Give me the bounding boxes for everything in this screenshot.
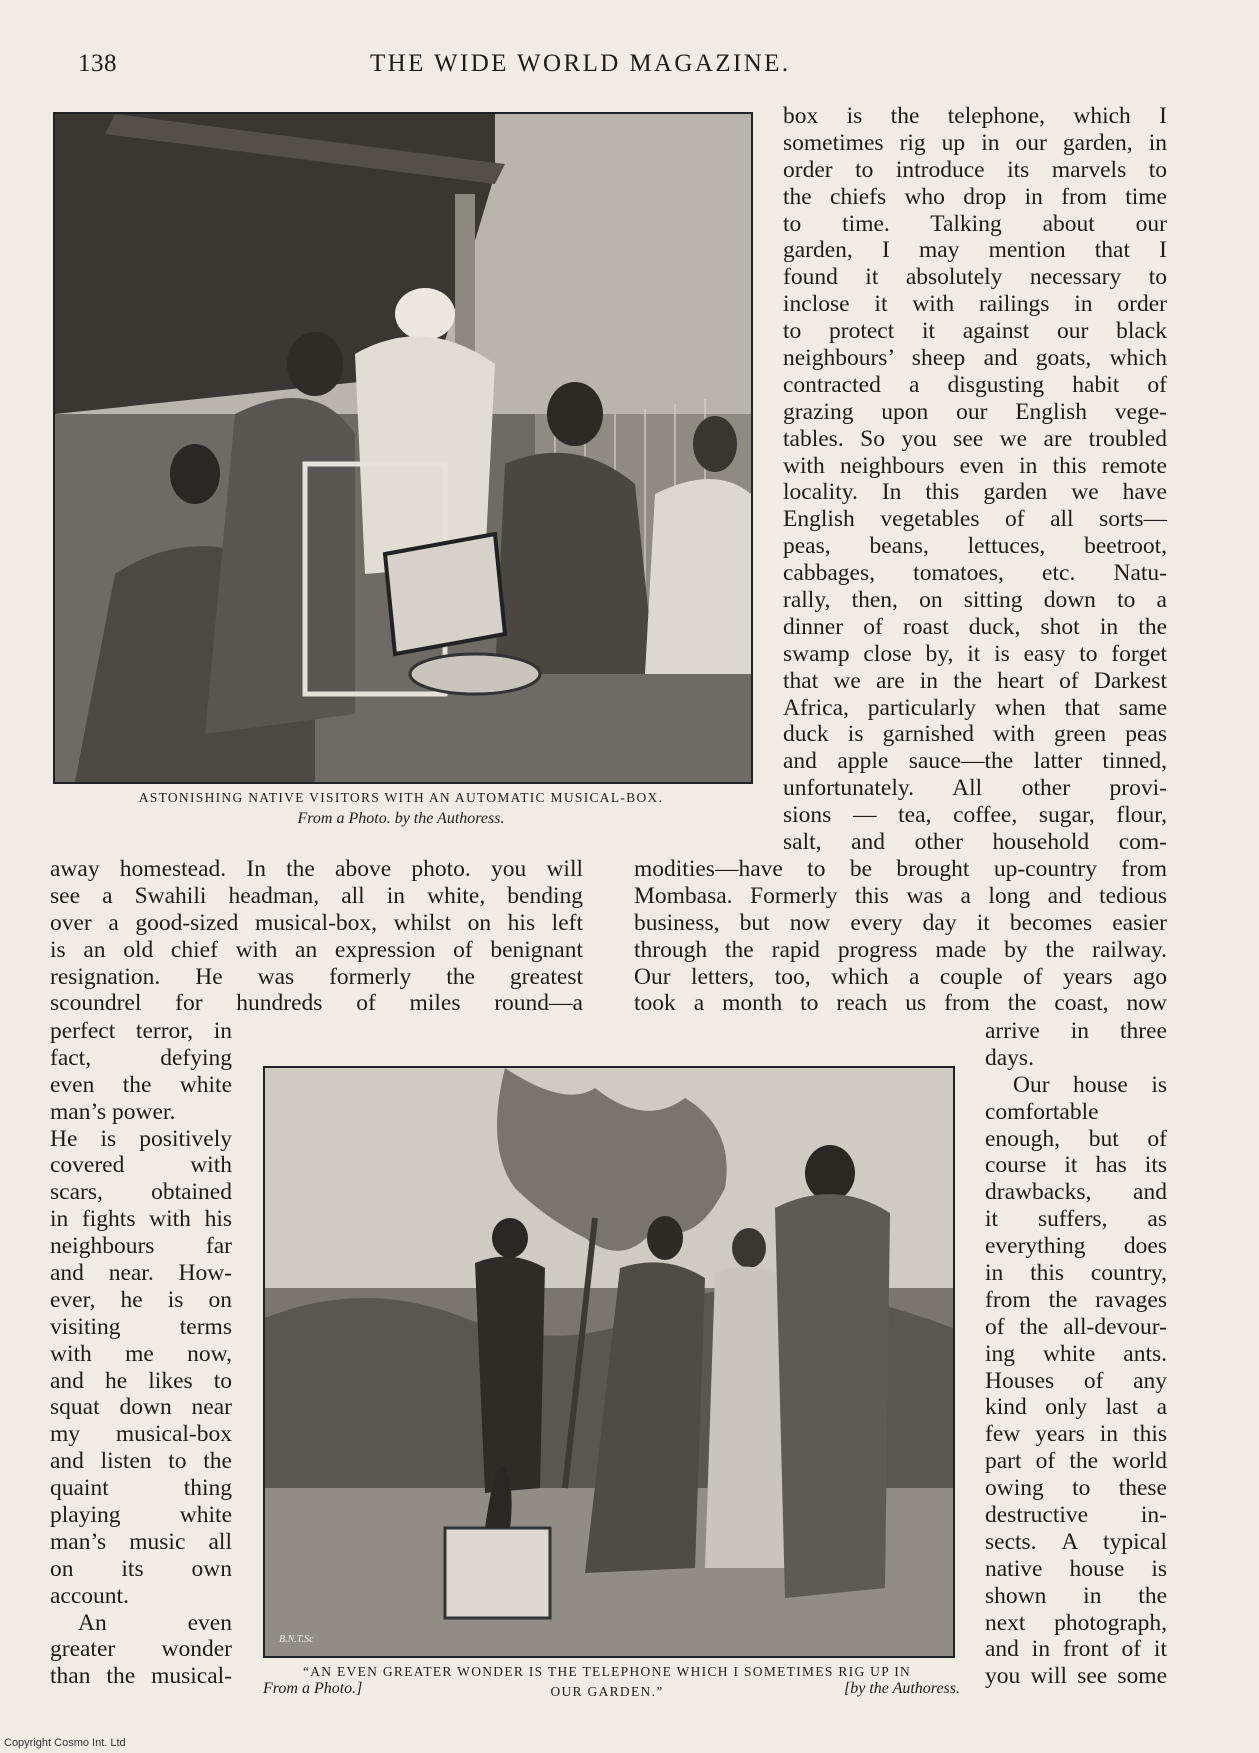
text-line: garden, I may mention that I bbox=[783, 237, 1167, 264]
text-line: box is the telephone, which I bbox=[783, 103, 1167, 129]
text-line: everything does bbox=[985, 1233, 1167, 1260]
text-line: locality. In this garden we have bbox=[783, 479, 1167, 506]
right-column-wide bbox=[634, 856, 1167, 1017]
text-line: account. bbox=[50, 1582, 129, 1609]
text-line: shown in the bbox=[985, 1582, 1167, 1609]
text-line: destructive in- bbox=[985, 1502, 1167, 1529]
photo2-credit-right: [by the Authoress. bbox=[844, 1680, 960, 1697]
text-line: dinner of roast duck, shot in the bbox=[783, 613, 1167, 640]
text-line: neighbours far bbox=[50, 1233, 232, 1260]
text-line: Mombasa. Formerly this was a long and tedious bbox=[634, 882, 1167, 909]
text-line: and near. How- bbox=[50, 1260, 232, 1287]
text-line: scoundrel for hundreds of miles round—a bbox=[50, 990, 583, 1017]
text-line: and in front of it bbox=[985, 1636, 1167, 1663]
text-line: from the ravages bbox=[985, 1286, 1167, 1313]
text-line: duck is garnished with green peas bbox=[783, 721, 1167, 748]
text-line: and apple sauce—the latter tinned, bbox=[783, 748, 1167, 775]
text-line: sometimes rig up in our garden, in bbox=[783, 129, 1167, 156]
text-line: modities—have to be brought up-country from bbox=[634, 856, 1167, 882]
text-line: squat down near bbox=[50, 1394, 232, 1421]
text-line: grazing upon our English vege- bbox=[783, 398, 1167, 425]
photo2-credit-left: From a Photo.] bbox=[263, 1680, 363, 1697]
text-line: playing white bbox=[50, 1502, 232, 1529]
text-line: native house is bbox=[985, 1555, 1167, 1582]
text-line: unfortunately. All other provi- bbox=[783, 775, 1167, 802]
text-line: found it absolutely necessary to bbox=[783, 264, 1167, 291]
photo1-credit: From a Photo. by the Authoress. bbox=[297, 810, 505, 827]
photo1-caption: ASTONISHING NATIVE VISITORS WITH AN AUTOMATIC MUSICAL-BOX. bbox=[138, 790, 664, 805]
text-line: arrive in three bbox=[985, 1018, 1167, 1044]
text-line: see a Swahili headman, all in white, bending bbox=[50, 882, 583, 909]
text-line: drawbacks, and bbox=[985, 1179, 1167, 1206]
text-line: greater wonder bbox=[50, 1636, 232, 1663]
photo2-caption-line2: OUR GARDEN.” bbox=[550, 1684, 664, 1699]
text-line: Our house is bbox=[1013, 1071, 1167, 1098]
page-header bbox=[50, 44, 1170, 84]
text-line: the chiefs who drop in from time bbox=[783, 183, 1167, 210]
text-line: cabbages, tomatoes, etc. Natu- bbox=[783, 560, 1167, 587]
text-line: is an old chief with an expression of benignant bbox=[50, 936, 583, 963]
text-line: covered with bbox=[50, 1152, 232, 1179]
text-line: business, but now every day it becomes easier bbox=[634, 909, 1167, 936]
text-line: few years in this bbox=[985, 1421, 1167, 1448]
text-line: Houses of any bbox=[985, 1367, 1167, 1394]
text-line: it suffers, as bbox=[985, 1206, 1167, 1233]
text-line: perfect terror, in bbox=[50, 1018, 232, 1044]
text-line: comfortable bbox=[985, 1098, 1099, 1125]
text-line: quaint thing bbox=[50, 1475, 232, 1502]
photo2-caption-line1: “AN EVEN GREATER WONDER IS THE TELEPHONE WHICH I SOMETIMES RIG UP IN bbox=[302, 1664, 912, 1679]
text-line: sions — tea, coffee, sugar, flour, bbox=[783, 802, 1167, 829]
text-line: contracted a disgusting habit of bbox=[783, 371, 1167, 398]
text-line: than the musical- bbox=[50, 1663, 232, 1690]
magazine-title: THE WIDE WORLD MAGAZINE. bbox=[370, 50, 791, 77]
right-column-top bbox=[783, 103, 1167, 856]
text-line: even the white bbox=[50, 1071, 232, 1098]
text-line: visiting terms bbox=[50, 1313, 232, 1340]
text-line: English vegetables of all sorts— bbox=[783, 506, 1167, 533]
text-line: scars, obtained bbox=[50, 1179, 232, 1206]
text-line: days. bbox=[985, 1044, 1034, 1071]
text-line: part of the world bbox=[985, 1448, 1167, 1475]
text-line: in this country, bbox=[985, 1260, 1167, 1287]
copyright-notice: Copyright Cosmo Int. Ltd bbox=[4, 1737, 126, 1749]
text-line: kind only last a bbox=[985, 1394, 1167, 1421]
text-line: Africa, particularly when that same bbox=[783, 694, 1167, 721]
text-line: and he likes to bbox=[50, 1367, 232, 1394]
text-line: man’s music all bbox=[50, 1528, 232, 1555]
text-line: fact, defying bbox=[50, 1044, 232, 1071]
text-line: order to introduce its marvels to bbox=[783, 156, 1167, 183]
text-line: of the all-devour- bbox=[985, 1313, 1167, 1340]
text-line: Our letters, too, which a couple of years ago bbox=[634, 963, 1167, 990]
text-line: to protect it against our black bbox=[783, 318, 1167, 345]
left-column-narrow bbox=[50, 1018, 232, 1690]
text-line: in fights with his bbox=[50, 1206, 232, 1233]
text-line: next photograph, bbox=[985, 1609, 1167, 1636]
text-line: He is positively bbox=[50, 1125, 232, 1152]
text-line: man’s power. bbox=[50, 1098, 176, 1125]
text-line: took a month to reach us from the coast, now bbox=[634, 990, 1167, 1017]
text-line: owing to these bbox=[985, 1475, 1167, 1502]
text-line: rally, then, on sitting down to a bbox=[783, 587, 1167, 614]
text-line: away homestead. In the above photo. you will bbox=[50, 856, 583, 882]
text-line: An even bbox=[78, 1609, 232, 1636]
text-line: resignation. He was formerly the greatest bbox=[50, 963, 583, 990]
text-line: through the rapid progress made by the railway. bbox=[634, 936, 1167, 963]
text-line: sects. A typical bbox=[985, 1528, 1167, 1555]
right-column-narrow bbox=[985, 1018, 1167, 1690]
text-line: salt, and other household com- bbox=[783, 829, 1167, 856]
text-line: ing white ants. bbox=[985, 1340, 1167, 1367]
text-line: with neighbours even in this remote bbox=[783, 452, 1167, 479]
text-line: enough, but of bbox=[985, 1125, 1167, 1152]
text-line: ever, he is on bbox=[50, 1286, 232, 1313]
text-line: peas, beans, lettuces, beetroot, bbox=[783, 533, 1167, 560]
text-line: swamp close by, it is easy to forget bbox=[783, 640, 1167, 667]
text-line: that we are in the heart of Darkest bbox=[783, 667, 1167, 694]
text-line: over a good-sized musical-box, whilst on his left bbox=[50, 909, 583, 936]
left-column-wide bbox=[50, 856, 583, 1017]
text-line: to time. Talking about our bbox=[783, 210, 1167, 237]
text-line: course it has its bbox=[985, 1152, 1167, 1179]
page-number: 138 bbox=[78, 50, 117, 77]
text-line: you will see some bbox=[985, 1663, 1167, 1690]
engraver-mark: B.N.T.Sc bbox=[279, 1634, 314, 1645]
text-line: on its own bbox=[50, 1555, 232, 1582]
text-line: neighbours’ sheep and goats, which bbox=[783, 345, 1167, 372]
photo-telephone bbox=[263, 1066, 955, 1658]
text-line: inclose it with railings in order bbox=[783, 291, 1167, 318]
photo-musical-box bbox=[53, 112, 753, 784]
photo-musical-box-image bbox=[55, 114, 751, 782]
text-line: and listen to the bbox=[50, 1448, 232, 1475]
text-line: tables. So you see we are troubled bbox=[783, 425, 1167, 452]
text-line: with me now, bbox=[50, 1340, 232, 1367]
photo-telephone-image bbox=[265, 1068, 953, 1656]
text-line: my musical-box bbox=[50, 1421, 232, 1448]
